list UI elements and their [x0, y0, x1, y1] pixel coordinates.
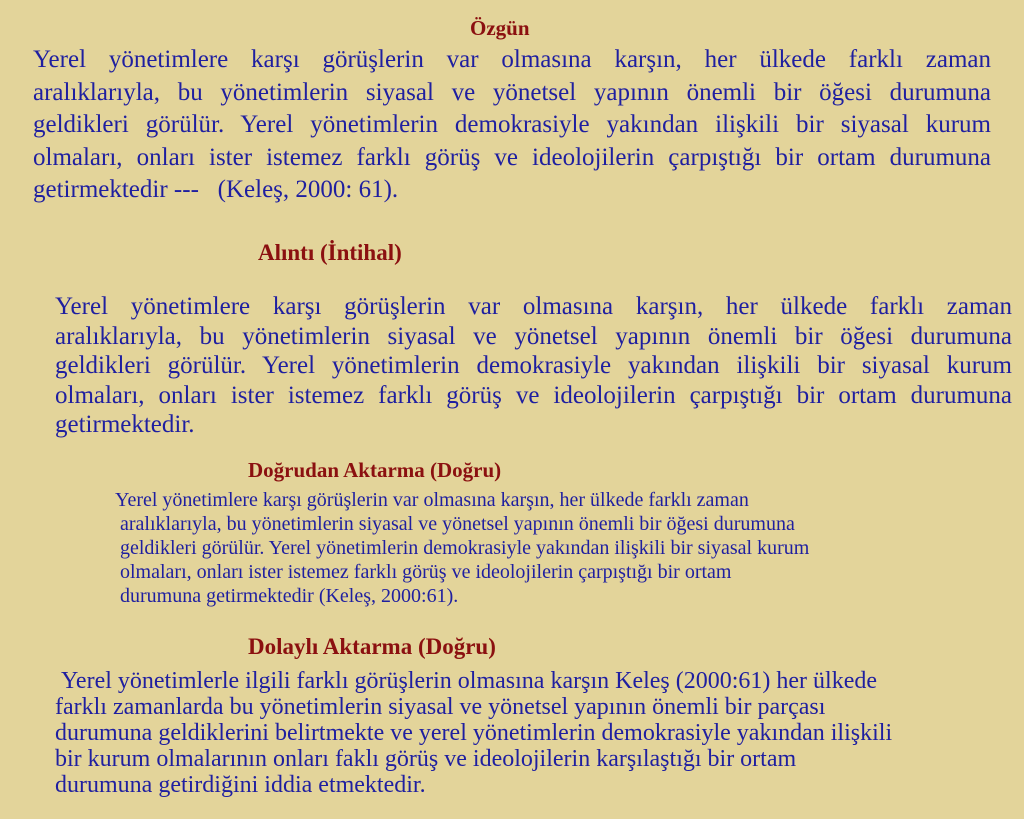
text-line: geldikleri görülür. Yerel yönetimlerin demokrasiyle yakından ilişkili bir siyasal kurum: [120, 537, 810, 559]
text-line: geldikleri görülür. Yerel yönetimlerin demokrasiyle yakından ilişkili bir siyasal kurum: [33, 111, 991, 138]
text-line: Yerel yönetimlerle ilgili farklı görüşlerin olmasına karşın Keleş (2000:61) her ülkede: [61, 668, 878, 694]
text-line: Yerel yönetimlere karşı görüşlerin var olmasına karşın, her ülkede farklı zaman: [33, 46, 991, 73]
heading-ozgun: Özgün: [470, 16, 530, 40]
text-line: olmaları, onları ister istemez farklı görüş ve ideolojilerin çarpıştığı bir ortam: [120, 561, 732, 583]
heading-dogrudan-aktarma: Doğrudan Aktarma (Doğru): [248, 458, 502, 482]
text-line: geldikleri görülür. Yerel yönetimlerin demokrasiyle yakından ilişkili bir siyasal kurum: [55, 352, 1012, 379]
text-line: farklı zamanlarda bu yönetimlerin siyasal ve yönetsel yapının önemli bir parçası: [55, 694, 826, 720]
text-line: olmaları, onları ister istemez farklı görüş ve ideolojilerin çarpıştığı bir ortam durumuna: [55, 381, 1012, 409]
text-line: durumuna getirmektedir (Keleş, 2000:61).: [120, 585, 459, 607]
text-line: aralıklarıyla, bu yönetimlerin siyasal ve yönetsel yapının önemli bir öğesi durumuna: [55, 322, 1012, 350]
text-line: olmaları, onları ister istemez farklı görüş ve ideolojilerin çarpıştığı bir ortam durumuna: [33, 143, 991, 171]
text-line: durumuna geldiklerini belirtmekte ve yerel yönetimlerin demokrasiyle yakından ilişkili: [55, 720, 893, 746]
text-line: bir kurum olmalarının onları faklı görüş ve ideolojilerin karşılaştığı bir ortam: [55, 746, 797, 772]
text-line: getirmektedir --- (Keleş, 2000: 61).: [33, 176, 399, 203]
paragraph-alinti: [55, 292, 1012, 440]
text-line: Yerel yönetimlere karşı görüşlerin var olmasına karşın, her ülkede farklı zaman: [115, 489, 749, 511]
heading-alinti: Alıntı (İntihal): [258, 240, 402, 265]
text-line: durumuna getirdiğini iddia etmektedir.: [55, 772, 426, 798]
text-line: Yerel yönetimlere karşı görüşlerin var olmasına karşın, her ülkede farklı zaman: [55, 293, 1012, 320]
heading-dolayli-aktarma: Dolaylı Aktarma (Doğru): [248, 634, 496, 659]
text-line: aralıklarıyla, bu yönetimlerin siyasal ve yönetsel yapının önemli bir öğesi durumuna: [120, 513, 795, 535]
paragraph-ozgun: [33, 44, 991, 207]
text-line: getirmektedir.: [55, 411, 195, 438]
paragraph-dogrudan-aktarma: [115, 488, 1000, 608]
paragraph-dolayli-aktarma: [55, 668, 1015, 798]
text-line: aralıklarıyla, bu yönetimlerin siyasal ve yönetsel yapının önemli bir öğesi durumuna: [33, 78, 991, 106]
